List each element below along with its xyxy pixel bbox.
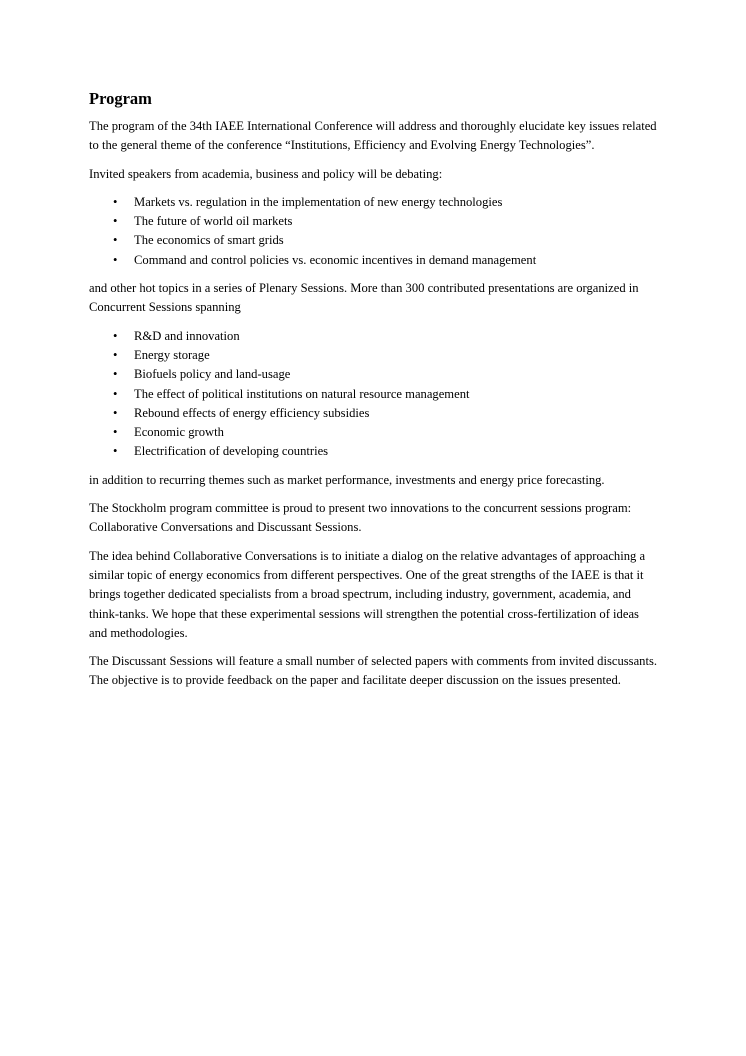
list-item-text: Biofuels policy and land-usage [134,367,291,382]
bullet-icon: • [113,214,118,229]
list-item-text: Economic growth [134,425,224,440]
list-item-text: Energy storage [134,347,210,362]
bullet-icon: • [113,328,118,343]
list-item [89,346,659,365]
invited-speakers-paragraph: Invited speakers from academia, business and policy will be debating: [89,166,443,181]
bullet-icon: • [113,347,118,362]
bullet-icon: • [113,367,118,382]
list-item-text: The effect of political institutions on natural resource management [134,386,470,401]
recurring-themes-paragraph: in addition to recurring themes such as market performance, investments and energy price forecasting. [89,472,605,487]
bullet-icon: • [113,425,118,440]
bullet-icon: • [113,252,118,267]
list-item-text: R&D and innovation [134,328,240,343]
list-item [89,385,659,404]
list-item-text: Electrification of developing countries [134,444,329,459]
list-item [89,423,659,442]
discussant-sessions-paragraph: The Discussant Sessions will feature a small number of selected papers with comments from invited discussants. The objective is to provide feedback on the paper and facilitate deeper discussion on the issues presented. [89,654,657,688]
innovations-paragraph: The Stockholm program committee is proud to present two innovations to the concurrent sessions program: Collaborative Conversations and Discussant Sessions. [89,501,632,535]
list-item [89,212,659,231]
collaborative-conversations-paragraph: The idea behind Collaborative Conversations is to initiate a dialog on the relative advantages of approaching a similar topic of energy economics from different perspectives. One of the great strengths of the IAEE is that it brings together dedicated specialists from a broad spectrum, including industry, government, academia, and think-tanks. We hope that these experimental sessions will strengthen the potential cross-fertilization of ideas and methodologies. [89,548,646,640]
list-item [89,251,659,270]
list-item-text: The economics of smart grids [134,233,284,248]
list-item [89,327,659,346]
bullet-icon: • [113,233,118,248]
bullet-icon: • [113,405,118,420]
document-page [89,88,659,700]
bullet-icon: • [113,194,118,209]
list-item [89,442,659,461]
debate-topics-list [89,193,659,270]
list-item-text: Command and control policies vs. economic incentives in demand management [134,252,537,267]
list-item [89,365,659,384]
list-item [89,231,659,250]
list-item-text: Markets vs. regulation in the implementation of new energy technologies [134,194,503,209]
list-item-text: The future of world oil markets [134,214,293,229]
intro-paragraph: The program of the 34th IAEE International Conference will address and thoroughly elucidate key issues related to the general theme of the conference “Institutions, Efficiency and Evolving Energy Technologies”. [89,119,657,153]
page-title: Program [89,89,152,108]
bullet-icon: • [113,444,118,459]
plenary-paragraph: and other hot topics in a series of Plenary Sessions. More than 300 contributed presentations are organized in Concurrent Sessions spanning [89,281,639,315]
bullet-icon: • [113,386,118,401]
list-item [89,193,659,212]
list-item [89,404,659,423]
list-item-text: Rebound effects of energy efficiency subsidies [134,405,370,420]
concurrent-topics-list [89,327,659,462]
